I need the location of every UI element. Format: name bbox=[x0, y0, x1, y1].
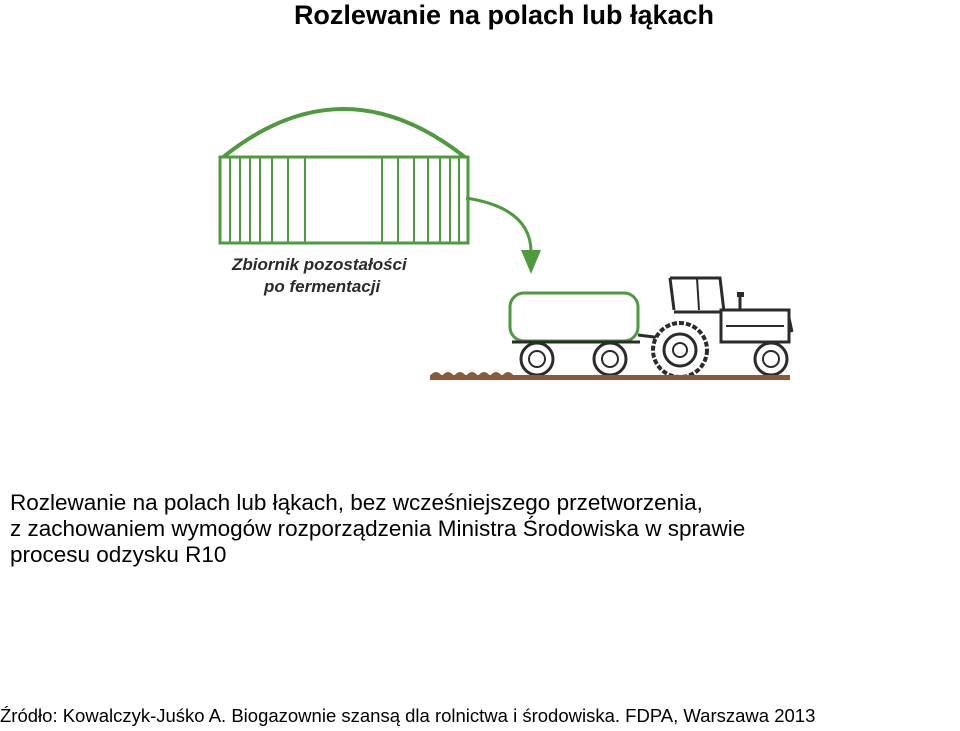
description-line-2: z zachowaniem wymogów rozporządzenia Ministra Środowiska w sprawie bbox=[10, 516, 746, 541]
trailer-wheel-right bbox=[594, 343, 626, 375]
tank-label-line1: Zbiornik pozostałości bbox=[232, 255, 407, 274]
tank-body bbox=[220, 157, 468, 243]
page-title: Rozlewanie na polach lub łąkach bbox=[293, 0, 715, 30]
tractor bbox=[653, 278, 792, 377]
tanker-barrel bbox=[510, 293, 638, 341]
tanker-trailer bbox=[510, 293, 662, 375]
tank-label-line2: po fermentacji bbox=[264, 277, 381, 296]
tractor-rear-wheel bbox=[653, 323, 707, 377]
source-citation: Źródło: Kowalczyk-Juśko A. Biogazownie szansą dla rolnictwa i środowiska. FDPA, Warszawa 2013 bbox=[0, 705, 816, 726]
tractor-front-wheel bbox=[755, 343, 787, 375]
description-line-3: procesu odzysku R10 bbox=[10, 542, 227, 567]
tank-dome bbox=[222, 109, 466, 158]
trailer-wheel-left bbox=[521, 343, 553, 375]
flow-arrow bbox=[466, 198, 541, 274]
description bbox=[10, 490, 950, 568]
process-diagram bbox=[200, 80, 820, 400]
description-line-1: Rozlewanie na polach lub łąkach, bez wcześniejszego przetworzenia, bbox=[10, 490, 703, 515]
storage-tank bbox=[220, 109, 468, 243]
